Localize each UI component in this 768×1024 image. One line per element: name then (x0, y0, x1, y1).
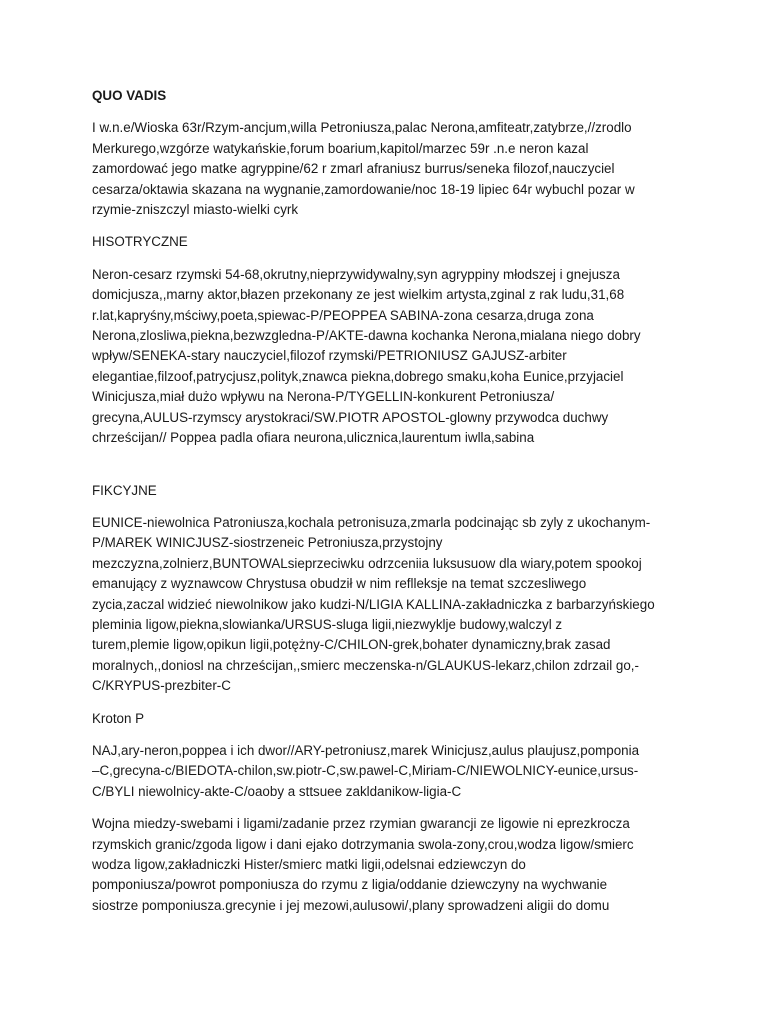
blank-line (92, 461, 680, 481)
historical-heading: HISOTRYCZNE (92, 234, 188, 250)
plot-paragraph (92, 814, 680, 916)
text-line: zycia,zaczal widzieć niewolnikow jako kudzi-N/LIGIA KALLINA-zakładniczka z barbarzyńskiego (92, 596, 655, 612)
text-line: turem,plemie ligow,opikun ligii,potężny-C/CHILON-grek,bohater dynamiczny,brak zasad (92, 637, 611, 653)
character-groups-paragraph (92, 741, 680, 802)
text-line: zamordować jego matke agryppine/62 r zmarl afraniusz burrus/seneka filozof,nauczyciel (92, 161, 615, 177)
fictional-paragraph (92, 513, 680, 697)
historical-paragraph (92, 265, 680, 449)
text-line: mezczyzna,zolnierz,BUNTOWALsieprzeciwku odrzceniia luksusuow dla wiary,potem spookoj (92, 555, 642, 571)
intro-paragraph (92, 118, 680, 220)
text-line: elegantiae,filzoof,patrycjusz,polityk,znawca piekna,dobrego smaku,koha Eunice,przyjaciel (92, 368, 624, 384)
document-body (92, 86, 680, 928)
text-line: C/BYLI niewolnicy-akte-C/oaoby a sttsuee zakldanikow-ligia-C (92, 783, 462, 799)
text-line: chrześcijan// Poppea padla ofiara neurona,ulicznica,laurentum iwlla,sabina (92, 430, 535, 446)
text-line: EUNICE-niewolnica Patroniusza,kochala petronisuza,zmarla podcinając sb zyly z ukochanym- (92, 514, 651, 530)
text-line: C/KRYPUS-prezbiter-C (92, 678, 231, 694)
text-line: siostrze pomponiusza.grecynie i jej mezowi,aulusowi/,plany sprowadzeni aligii do domu (92, 897, 610, 913)
text-line: pomponiusza/powrot pomponiusza do rzymu z ligia/oddanie dziewczyny na wychwanie (92, 877, 608, 893)
text-line: rzymskich granic/zgoda ligow i dani ejako dotrzymania swola-zony,crou,wodza ligow/smierc (92, 836, 634, 852)
text-line: I w.n.e/Wioska 63r/Rzym-ancjum,willa Petroniusza,palac Nerona,amfiteatr,zatybrze,//zrodlo (92, 120, 632, 136)
text-line: P/MAREK WINICJUSZ-siostrzeneic Petroniusza,przystojny (92, 535, 443, 551)
document-title: QUO VADIS (92, 88, 167, 103)
text-line: NAJ,ary-neron,poppea i ich dwor//ARY-petroniusz,marek Winicjusz,aulus plaujusz,pomponia (92, 742, 640, 758)
text-line: pleminia ligow,piekna,slowianka/URSUS-sluga ligii,niezwyklje budowy,walczyl z (92, 616, 563, 632)
text-line: moralnych,,doniosl na chrześcijan,,smierc meczenska-n/GLAUKUS-lekarz,chilon zdrzail go,- (92, 657, 639, 673)
text-line: wpływ/SENEKA-stary nauczyciel,filozof rzymski/PETRIONIUSZ GAJUSZ-arbiter (92, 348, 567, 364)
text-line: Wojna miedzy-swebami i ligami/zadanie przez rzymian gwarancji ze ligowie ni eprezkrocza (92, 816, 630, 832)
text-line: domicjusza,,marny aktor,błazen przekonany ze jest wielkim artysta,zginal z rak ludu,31,68 (92, 287, 625, 303)
text-line: emanujący z wyznawcow Chrystusa obudził w nim reflleksje na temat szczesliwego (92, 576, 587, 592)
text-line: Nerona,zlosliwa,piekna,bezwzgledna-P/AKTE-dawna kochanka Nerona,mialana niego dobry (92, 328, 641, 344)
kroton-heading: Kroton P (92, 710, 145, 726)
text-line: r.lat,kapryśny,mściwy,poeta,spiewac-P/PEOPPEA SABINA-zona cesarza,druga zona (92, 307, 594, 323)
text-line: –C,grecyna-c/BIEDOTA-chilon,sw.piotr-C,sw.pawel-C,Miriam-C/NIEWOLNICY-eunice,ursus- (92, 763, 639, 779)
fictional-heading: FIKCYJNE (92, 482, 157, 498)
text-line: cesarza/oktawia skazana na wygnanie,zamordowanie/noc 18-19 lipiec 64r wybuchl pozar w (92, 181, 635, 197)
text-line: Neron-cesarz rzymski 54-68,okrutny,nieprzywidywalny,syn agryppiny młodszej i gnejusza (92, 266, 620, 282)
text-line: rzymie-zniszczyl miasto-wielki cyrk (92, 202, 299, 218)
text-line: Merkurego,wzgórze watykańskie,forum boarium,kapitol/marzec 59r .n.e neron kazal (92, 140, 589, 156)
text-line: Winicjusza,miał dużo wpływu na Nerona-P/TYGELLIN-konkurent Petroniusza/ (92, 389, 555, 405)
text-line: wodza ligow,zakładniczki Hister/smierc matki ligii,odelsnai edziewczyn do (92, 857, 526, 872)
text-line: grecyna,AULUS-rzymscy arystokraci/SW.PIOTR APOSTOL-glowny przywodca duchwy (92, 409, 609, 425)
